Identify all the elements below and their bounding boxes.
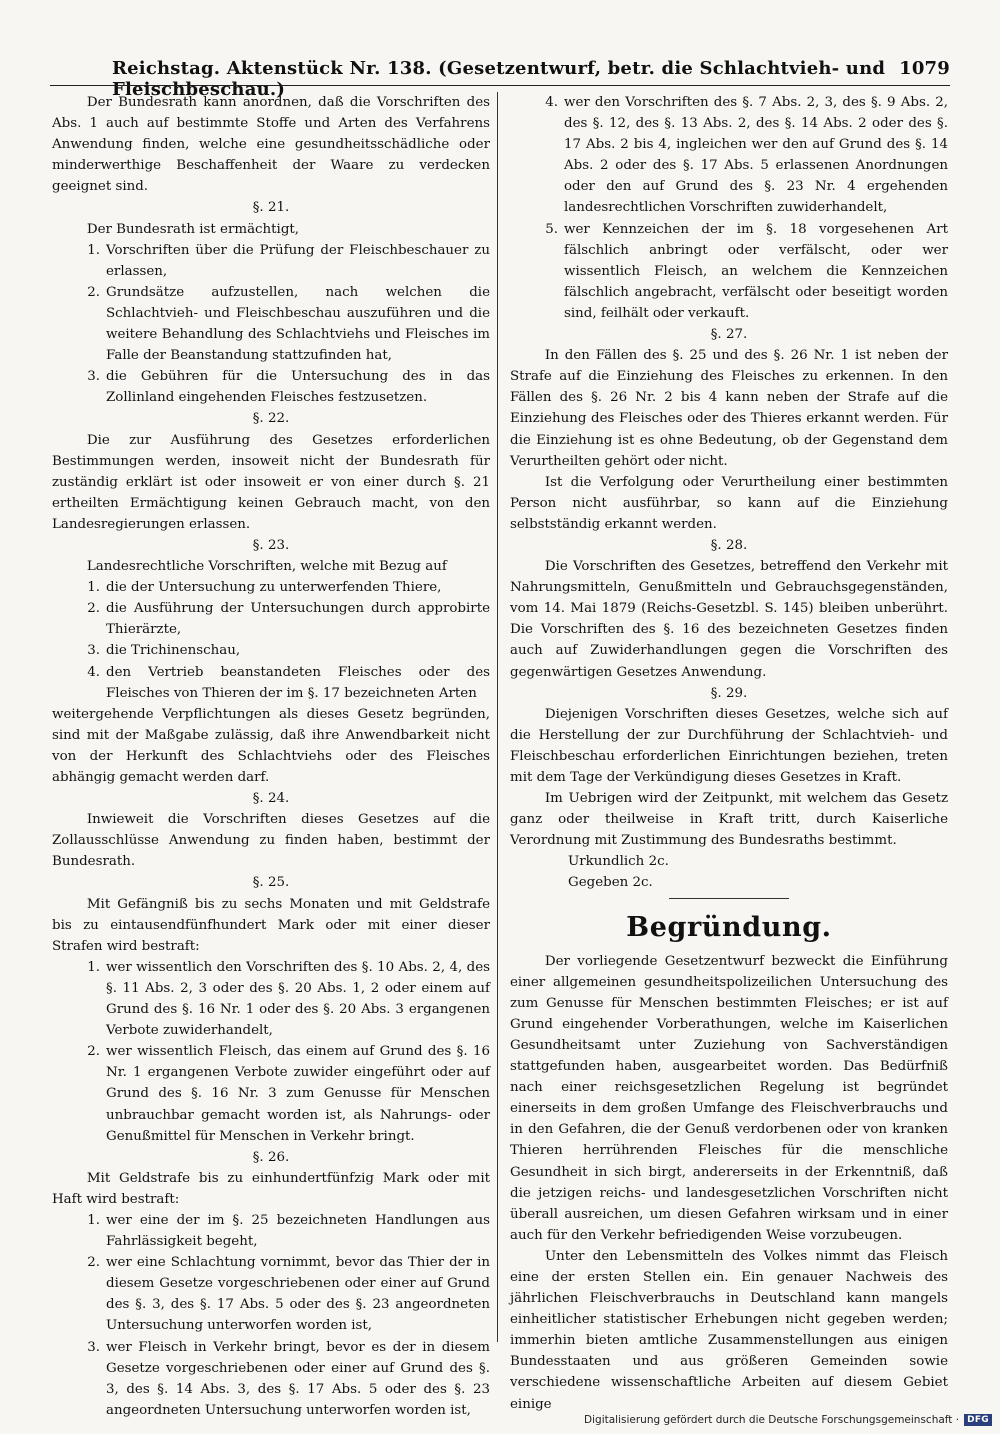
- section-heading-25: §. 25.: [252, 875, 290, 891]
- item-number: 5.: [545, 221, 558, 237]
- closing-gegeben: Gegeben 2c.: [568, 875, 653, 891]
- item-number: 1.: [87, 242, 100, 258]
- list-item: [52, 577, 490, 598]
- header-rule: [50, 85, 950, 86]
- footer-text: Digitalisierung gefördert durch die Deutsche Forschungsgemeinschaft ·: [584, 1414, 960, 1426]
- section-heading-28: §. 28.: [710, 537, 748, 553]
- item-text: wer wissentlich Fleisch, das einem auf Grund des §. 16 Nr. 1 ergangenen Verbote zuwider eingeführt oder auf Grund des §. 16 Nr. 3 zum Genusse für Menschen unbrauchbar gemacht worden ist, als Nahrungs- oder Genußmittel für Menschen in Verkehr bringt.: [106, 1044, 490, 1144]
- separator-rule: [669, 898, 789, 899]
- item-text: die Ausführung der Untersuchungen durch approbirte Thierärzte,: [106, 601, 490, 638]
- section-27-paragraph-2: Ist die Verfolgung oder Verurtheilung einer bestimmten Person nicht ausführbar, so kann auf die Einziehung selbstständig erkannt werden.: [510, 474, 948, 532]
- section-29-paragraph-2: Im Uebrigen wird der Zeitpunkt, mit welchem das Gesetz ganz oder theilweise in Kraft tritt, durch Kaiserliche Verordnung mit Zustimmung des Bundesraths bestimmt.: [510, 791, 948, 849]
- list-item: [52, 598, 490, 640]
- running-title: Reichstag. Aktenstück Nr. 138. (Gesetzentwurf, betr. die Schlachtvieh- und Fleischbeschau.): [112, 58, 886, 100]
- section-22-text: Die zur Ausführung des Gesetzes erforderlichen Bestimmungen werden, insoweit nicht der Bundesrath für zuständig erklärt ist oder insoweit er von einer durch §. 21 ertheilten Ermächtigung keinen Gebrauch macht, von den Landesregierungen erlassen.: [52, 432, 490, 532]
- item-text: die Gebühren für die Untersuchung des in das Zollinland eingehenden Fleisches festzusetzen.: [106, 369, 490, 406]
- item-text: die der Untersuchung zu unterwerfenden Thiere,: [106, 580, 442, 596]
- list-item: [52, 240, 490, 282]
- column-divider: [497, 92, 498, 1342]
- section-29-paragraph-1: Diejenigen Vorschriften dieses Gesetzes, welche sich auf die Herstellung der zur Durchführung der Schlachtvieh- und Fleischbeschau erforderlichen Einrichtungen beziehen, treten mit dem Tage der Verkündigung dieses Gesetzes in Kraft.: [510, 706, 948, 785]
- item-number: 1.: [87, 959, 100, 975]
- section-23-text: Landesrechtliche Vorschriften, welche mit Bezug auf: [86, 559, 447, 575]
- section-25-list: [52, 957, 490, 1147]
- section-heading-21: §. 21.: [252, 200, 290, 216]
- item-text: Grundsätze aufzustellen, nach welchen die Schlachtvieh- und Fleischbeschau auszuführen und die weitere Behandlung des Schlachtviehs und Fleisches im Falle der Beanstandung stattzufinden hat,: [106, 284, 490, 364]
- list-item: [52, 662, 490, 704]
- item-text: wer eine der im §. 25 bezeichneten Handlungen aus Fahrlässigkeit begeht,: [106, 1212, 490, 1250]
- item-number: 1.: [87, 580, 100, 596]
- section-heading-27: §. 27.: [710, 327, 748, 343]
- section-25-text: Mit Gefängniß bis zu sechs Monaten und mit Geldstrafe bis zu eintausendfünfhundert Mark oder mit einer dieser Strafen wird bestraft:: [52, 896, 490, 954]
- list-item: [52, 1041, 490, 1146]
- item-text: wer Kennzeichen der im §. 18 vorgesehenen Art fälschlich anbringt oder verfälscht, oder wer wissentlich Fleisch, an welchem die Kennzeichen fälschlich angebracht, verfälscht oder beseitigt worden sind, feilhält oder verkauft.: [564, 221, 948, 321]
- list-item: [52, 640, 490, 661]
- section-28-text: Die Vorschriften des Gesetzes, betreffend den Verkehr mit Nahrungsmitteln, Genußmitteln und Gebrauchsgegenständen, vom 14. Mai 1879 (Reichs-Gesetzbl. S. 145) bleiben unberührt. Die Vorschriften des §. 16 des bezeichneten Gesetzes finden auch auf Zuwiderhandlungen gegen die Vorschriften des gegenwärtigen Gesetzes Anwendung.: [510, 559, 948, 680]
- section-24-text: Inwieweit die Vorschriften dieses Gesetzes auf die Zollausschlüsse Anwendung zu finden haben, bestimmt der Bundesrath.: [52, 812, 490, 870]
- item-number: 4.: [545, 95, 558, 110]
- intro-paragraph: Der Bundesrath kann anordnen, daß die Vorschriften des Abs. 1 auch auf bestimmte Stoffe und Arten des Verfahrens Anwendung finden, welche eine gesundheitsschädliche oder minderwerthige Beschaffenheit der Waare zu verdecken geeignet sind.: [52, 95, 490, 195]
- section-27-paragraph-1: In den Fällen des §. 25 und des §. 26 Nr. 1 ist neben der Strafe auf die Einziehung des Fleisches zu erkennen. In den Fällen des §. 26 Nr. 2 bis 4 kann neben der Strafe auf die Einziehung des Fleisches oder des Thieres erkannt werden. Für die Einziehung ist es ohne Bedeutung, ob der Gegenstand dem Verurtheilten gehört oder nicht.: [510, 348, 948, 469]
- section-heading-23: §. 23.: [252, 537, 290, 553]
- begruendung-paragraph-2: Unter den Lebensmitteln des Volkes nimmt das Fleisch eine der ersten Stellen ein. Ein genauer Nachweis des jährlichen Fleischverbrauchs in Deutschland kann mangels einheitlicher statistischer Erhebungen nicht gegeben werden; immerhin bieten amtliche Zusammenstellungen aus einigen Bundesstaaten und aus größeren Gemeinden sowie verschiedene wissenschaftliche Arbeiten auf diesem Gebiet einige: [510, 1248, 948, 1412]
- list-item: [510, 219, 948, 324]
- item-text: wer eine Schlachtung vornimmt, bevor das Thier der in diesem Gesetze vorgeschriebenen oder einer auf Grund des §. 3, des §. 17 Abs. 5 oder des §. 23 angeordneten Untersuchung unterworfen worden ist,: [106, 1255, 490, 1334]
- section-heading-29: §. 29.: [710, 685, 748, 701]
- section-26-list-continued: [510, 92, 948, 324]
- item-text: wer den Vorschriften des §. 7 Abs. 2, 3, des §. 9 Abs. 2, des §. 12, des §. 13 Abs. 2, des §. 14 Abs. 2 oder des §. 17 Abs. 2 bis 4, ingleichen wer den auf Grund des §. 14 Abs. 2 oder des §. 17 Abs. 5 erlassenen Anordnungen oder den auf Grund des §. 23 Nr. 4 ergehenden landesrechtlichen Vorschriften zuwiderhandelt,: [564, 95, 948, 216]
- item-number: 2.: [87, 1255, 100, 1271]
- item-number: 4.: [87, 664, 100, 680]
- item-text: wer Fleisch in Verkehr bringt, bevor es der in diesem Gesetze vorgeschriebenen oder einer auf Grund des §. 3, des §. 14 Abs. 3, des §. 17 Abs. 5 oder des §. 23 angeordneten Untersuchung unterworfen worden ist,: [106, 1339, 490, 1418]
- item-number: 2.: [87, 284, 100, 300]
- list-item: [52, 1337, 490, 1421]
- list-item: [52, 1210, 490, 1252]
- list-item: [52, 957, 490, 1041]
- begruendung-heading: Begründung.: [626, 911, 832, 943]
- section-23-list: [52, 577, 490, 704]
- section-21-list: [52, 240, 490, 409]
- section-26-text: Mit Geldstrafe bis zu einhundertfünfzig Mark oder mit Haft wird bestraft:: [52, 1170, 490, 1207]
- page-number: 1079: [899, 58, 950, 79]
- list-item: [52, 282, 490, 366]
- section-23-tail: weitergehende Verpflichtungen als dieses Gesetz begründen, sind mit der Maßgabe zulässig, daß ihre Anwendbarkeit nicht von der Herkunft des Schlachtviehs oder des Fleisches abhängig gemacht werden darf.: [52, 706, 490, 785]
- item-text: wer wissentlich den Vorschriften des §. 10 Abs. 2, 4, des §. 11 Abs. 2, 3 oder des §. 20 Abs. 1, 2 oder einem auf Grund des §. 16 Nr. 1 oder des §. 20 Abs. 3 ergangenen Verbote zuwiderhandelt,: [106, 959, 490, 1039]
- list-item: [52, 366, 490, 408]
- list-item: [52, 1252, 490, 1336]
- dfg-logo: DFG: [964, 1414, 992, 1426]
- section-heading-26: §. 26.: [252, 1149, 290, 1165]
- list-item: [510, 92, 948, 219]
- digitization-footer: [584, 1414, 992, 1426]
- left-column: [52, 92, 490, 1421]
- item-number: 3.: [87, 643, 100, 659]
- item-text: die Trichinenschau,: [106, 643, 241, 659]
- item-number: 2.: [87, 601, 100, 617]
- begruendung-paragraph-1: Der vorliegende Gesetzentwurf bezweckt die Einführung einer allgemeinen gesundheitspolizeilichen Untersuchung des zum Genusse für Menschen bestimmten Fleisches; er ist auf Grund eingehender Vorberathungen, welche im Kaiserlichen Gesundheitsamt unter Zuziehung von Sachverständigen stattgefunden haben, ausgearbeitet worden. Das Bedürfniß nach einer reichsgesetzlichen Regelung ist begründet einerseits in dem großen Umfange des Fleischverbrauchs und in den Gefahren, die der Genuß verdorbenen oder von kranken Thieren herrührenden Fleisches für die menschliche Gesundheit in sich birgt, andererseits in der Erkenntniß, daß die jetzigen reichs- und landesgesetzlichen Vorschriften nicht überall ausreichen, um diesen Gefahren wirksam und in einer auch für den Verkehr befriedigenden Weise vorzubeugen.: [510, 953, 948, 1243]
- closing-urkundlich: Urkundlich 2c.: [568, 854, 669, 870]
- section-26-list: [52, 1210, 490, 1421]
- section-21-text: Der Bundesrath ist ermächtigt,: [86, 221, 300, 237]
- item-text: Vorschriften über die Prüfung der Fleischbeschauer zu erlassen,: [106, 242, 490, 279]
- item-number: 3.: [87, 369, 100, 385]
- item-number: 1.: [87, 1212, 100, 1228]
- item-text: den Vertrieb beanstandeten Fleisches oder des Fleisches von Thieren der im §. 17 bezeichneten Arten: [106, 664, 490, 701]
- item-number: 3.: [87, 1339, 100, 1355]
- section-heading-24: §. 24.: [252, 791, 290, 807]
- right-column: [510, 92, 948, 1415]
- item-number: 2.: [87, 1044, 100, 1060]
- section-heading-22: §. 22.: [252, 411, 290, 427]
